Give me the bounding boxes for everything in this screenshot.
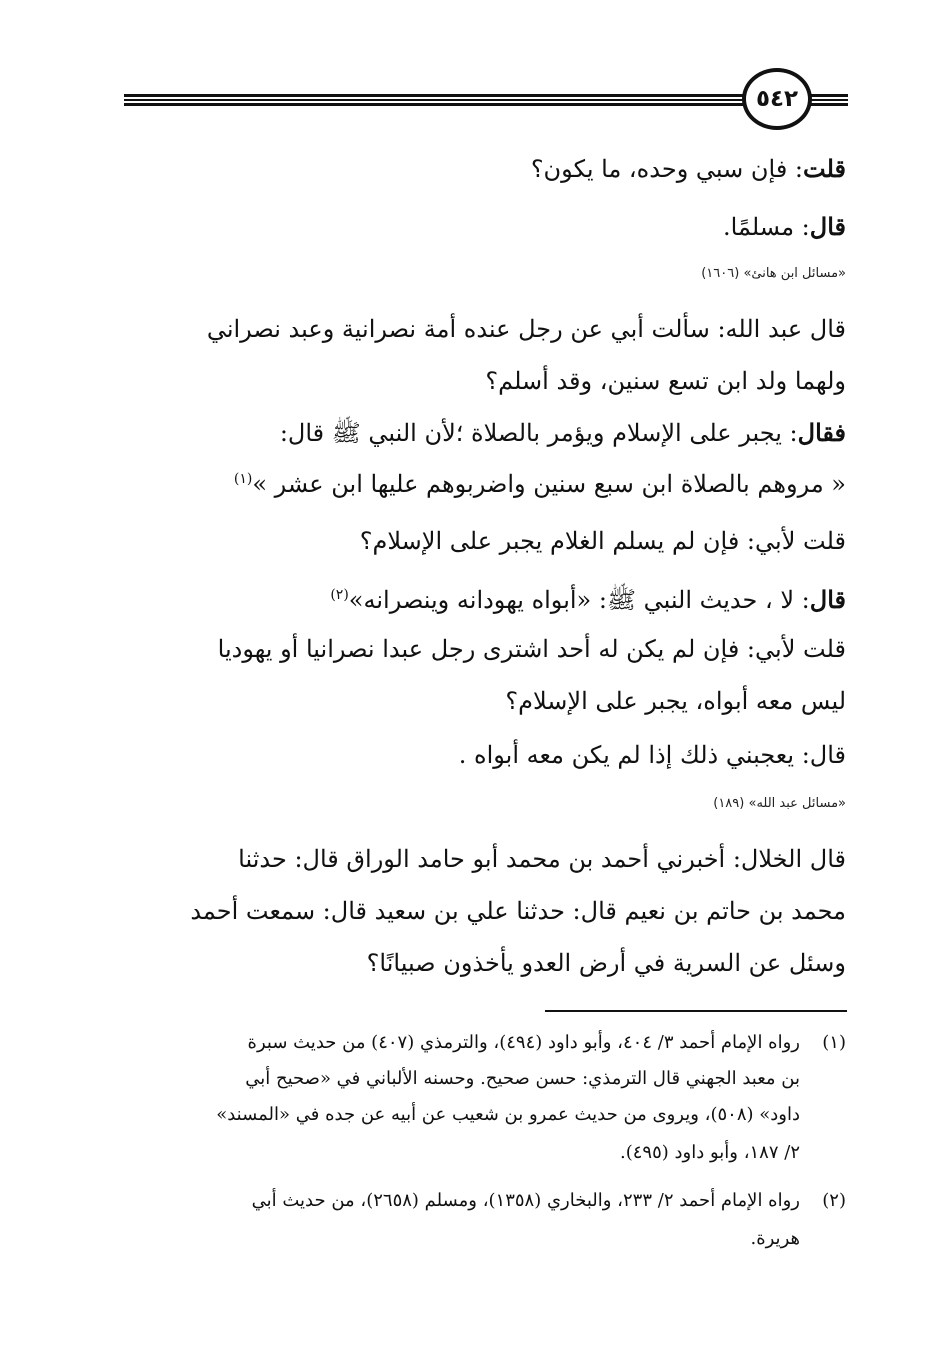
text-line: قال الخلال: أخبرني أحمد بن محمد أبو حامد الوراق قال: حدثنا [238, 845, 846, 873]
header-rule [810, 99, 848, 101]
footnote-line: ٢/ ١٨٧، وأبو داود (٤٩٥). [620, 1142, 800, 1163]
footnote-number: (١) [822, 1032, 846, 1053]
header-rule [810, 103, 848, 106]
footnote-ref: (٢) [330, 587, 349, 603]
footnote-line: رواه الإمام أحمد ٣/ ٤٠٤، وأبو داود (٤٩٤)، والترمذي (٤٠٧) من حديث سبرة [247, 1032, 800, 1053]
line-text: : فإن سبي وحده، ما يكون؟ [530, 155, 804, 183]
speaker-label: قلت [803, 154, 846, 183]
text-line: محمد بن حاتم بن نعيم قال: حدثنا علي بن سعيد قال: سمعت أحمد [190, 897, 846, 925]
text-line: قلت لأبي: فإن لم يسلم الغلام يجبر على الإسلام؟ [359, 527, 846, 555]
footnote-number: (٢) [822, 1190, 846, 1211]
source-citation: «مسائل عبد الله» (١٨٩) [713, 796, 846, 811]
text-line: وسئل عن السرية في أرض العدو يأخذون صبيانًا؟ [366, 949, 846, 977]
speaker-label: فقال [797, 418, 846, 447]
hadith-quote: « مروهم بالصلاة ابن سبع سنين واضربوهم عليها ابن عشر » [252, 470, 846, 498]
line-text: : مسلمًا. [723, 213, 810, 241]
line-text: : يجبر على الإسلام ويؤمر بالصلاة ؛لأن النبي ﷺ قال: [279, 419, 798, 447]
text-line: قال: يعجبني ذلك إذا لم يكن معه أبواه . [458, 741, 846, 769]
text-line: قال عبد الله: سألت أبي عن رجل عنده أمة نصرانية وعبد نصراني [206, 315, 846, 343]
text-line [723, 210, 846, 244]
text-line [280, 416, 846, 450]
page-number: ٥٤٢ [742, 68, 812, 130]
footnote-line: بن معبد الجهني قال الترمذي: حسن صحيح. وحسنه الألباني في «صحيح أبي [245, 1068, 800, 1089]
footnote-line: هريرة. [750, 1228, 800, 1249]
header-rule [124, 103, 744, 106]
footnote-line: داود» (٥٠٨)، ويروى من حديث عمرو بن شعيب عن أبيه عن جده في «المسند» [216, 1104, 800, 1125]
footnote-separator [545, 1010, 847, 1012]
text-line [330, 578, 846, 617]
footnote-line: رواه الإمام أحمد ٢/ ٢٣٣، والبخاري (١٣٥٨)، ومسلم (٢٦٥٨)، من حديث أبي [251, 1190, 800, 1211]
speaker-label: قال [809, 585, 846, 614]
text-line: قلت لأبي: فإن لم يكن له أحد اشترى رجل عبدا نصرانيا أو يهوديا [217, 635, 846, 663]
text-line: ولهما ولد ابن تسع سنين، وقد أسلم؟ [485, 367, 846, 395]
text-line: ليس معه أبواه، يجبر على الإسلام؟ [505, 687, 846, 715]
header-rule [124, 99, 744, 101]
source-citation: «مسائل ابن هانئ» (١٦٠٦) [701, 266, 846, 281]
footnote-ref: (١) [233, 471, 253, 487]
text-line [234, 462, 846, 501]
header-rule [124, 94, 744, 97]
speaker-label: قال [809, 212, 846, 241]
header-rule [810, 94, 848, 97]
line-text: : لا ، حديث النبي ﷺ: «أبواه يهودانه وينصرانه» [348, 586, 810, 614]
text-line [531, 152, 846, 186]
